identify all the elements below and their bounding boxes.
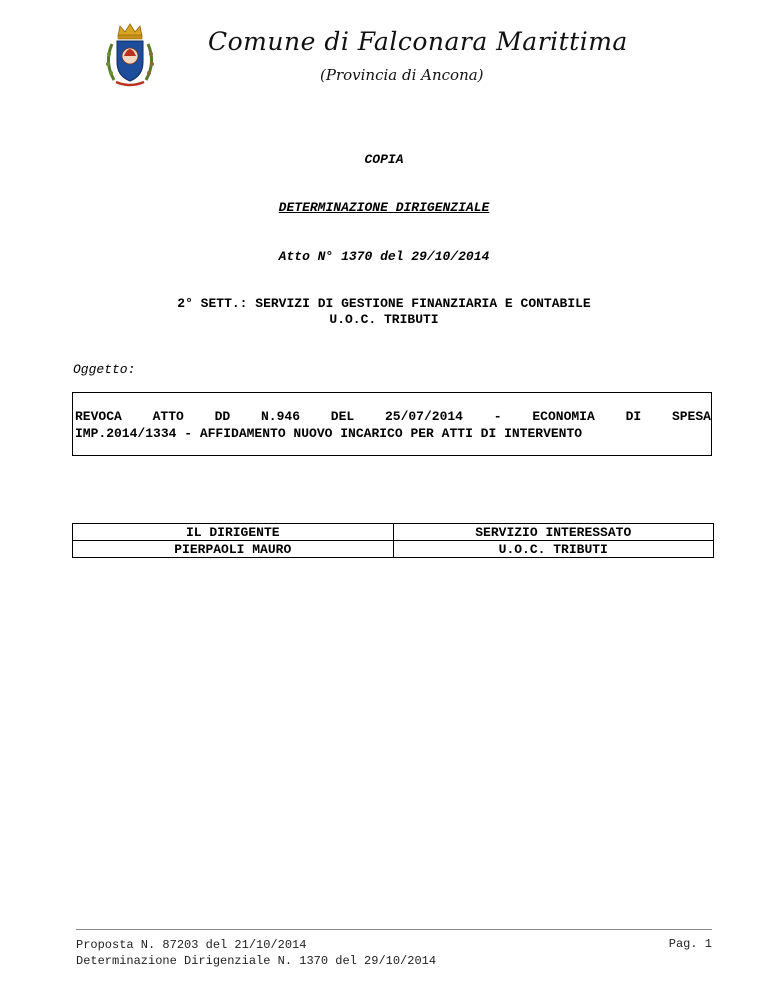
footer-info [76, 937, 436, 969]
sector-name: 2° SETT.: SERVIZI DI GESTIONE FINANZIARIA E CONTABILE [177, 296, 591, 311]
subject-word: 25/07/2014 [384, 409, 463, 424]
signature-value-row [73, 541, 714, 558]
unit-name: U.O.C. TRIBUTI [329, 312, 439, 327]
service-header: SERVIZIO INTERESSATO [393, 524, 714, 541]
signature-table [72, 523, 714, 558]
subject-word: ATTO [152, 409, 184, 424]
manager-name: PIERPAOLI MAURO [73, 541, 394, 558]
footer-determination: Determinazione Dirigenziale N. 1370 del 29/10/2014 [76, 954, 437, 968]
subject-line-1 [75, 409, 711, 424]
page-number: Pag. 1 [668, 937, 712, 951]
subject-box [72, 392, 712, 456]
sector-block [0, 296, 768, 328]
province-name: (Provincia di Ancona) [320, 66, 484, 84]
subject-word: ECONOMIA [532, 409, 595, 424]
document-type: DETERMINAZIONE DIRIGENZIALE [278, 200, 490, 215]
footer-divider [76, 929, 712, 930]
service-name: U.O.C. TRIBUTI [393, 541, 714, 558]
copy-label: COPIA [364, 152, 404, 167]
subject-word: DEL [330, 409, 355, 424]
subject-word: SPESA [671, 409, 711, 424]
subject-label: Oggetto: [73, 362, 136, 377]
manager-header: IL DIRIGENTE [73, 524, 394, 541]
subject-word: REVOCA [75, 409, 122, 424]
subject-line-2: IMP.2014/1334 - AFFIDAMENTO NUOVO INCARICO PER ATTI DI INTERVENTO [75, 426, 583, 441]
subject-word: DD [214, 409, 231, 424]
subject-word: DI [625, 409, 642, 424]
municipality-name: Comune di Falconara Marittima [208, 27, 628, 56]
municipal-crest-icon [100, 22, 160, 90]
subject-word: N.946 [260, 409, 300, 424]
act-number: Atto N° 1370 del 29/10/2014 [278, 249, 490, 264]
subject-word: - [493, 409, 502, 424]
footer-proposal: Proposta N. 87203 del 21/10/2014 [76, 938, 307, 952]
signature-header-row [73, 524, 714, 541]
